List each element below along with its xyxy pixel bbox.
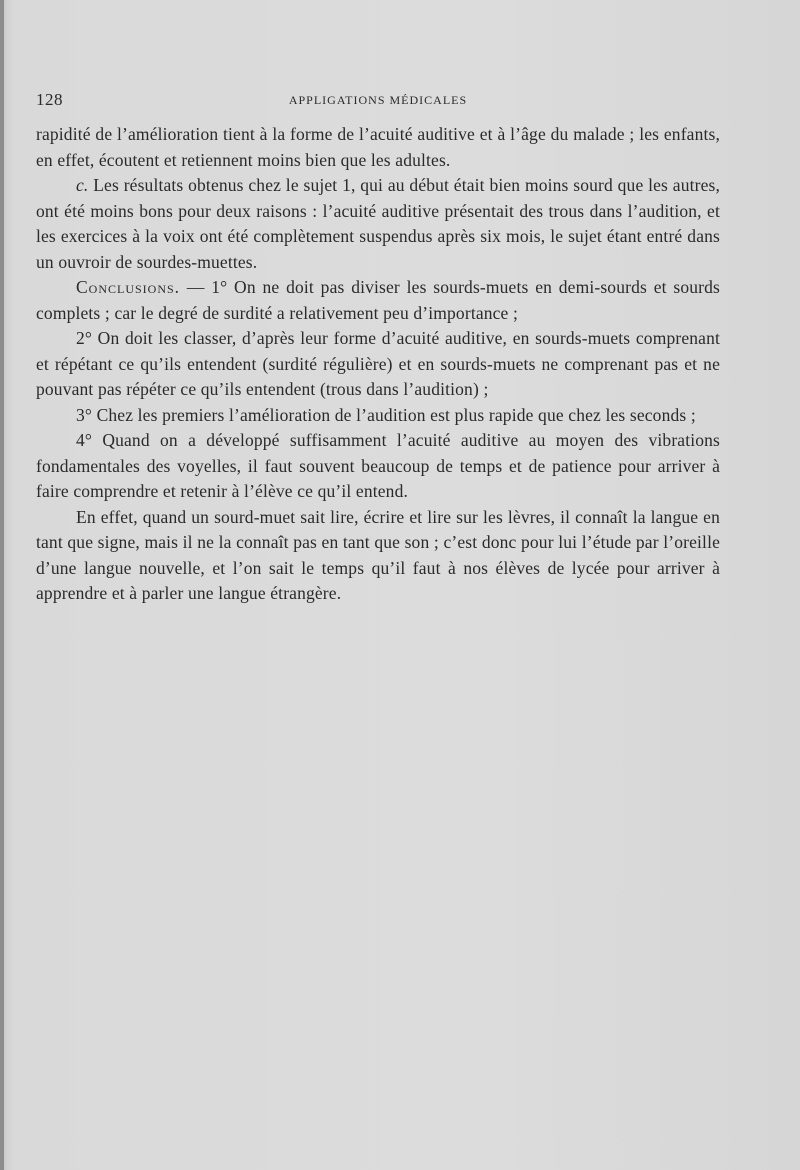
page-header [36,90,720,114]
body-text [36,122,720,607]
paragraph-2-text: Les résultats obtenus chez le sujet 1, qui au début était bien moins sourd que les autres, ont été moins bons pour deux raisons : l’acuité auditive présentait des trous dans l’audition, et les exercices à la voix ont été complètement suspendus après six mois, le sujet étant entré dans un ouvroir de sourdes-muettes. [36,175,720,272]
paragraph-1: rapidité de l’amélioration tient à la forme de l’acuité auditive et à l’âge du malade ; les enfants, en effet, écoutent et retiennent moins bien que les adultes. [36,124,720,170]
conclusions-label: Conclusions. [76,277,181,297]
paragraph-6: 4° Quand on a développé suffisamment l’acuité auditive au moyen des vibrations fondamentales des voyelles, il faut souvent beaucoup de temps et de patience pour arriver à faire comprendre et retenir à l’élève ce qu’il entend. [36,430,720,501]
running-head: APPLIGATIONS MÉDICALES [288,93,468,107]
conclusions-text: — 1° On ne doit pas diviser les sourds-muets en demi-sourds et sourds complets ; car le degré de surdité a relativement peu d’importance ; [36,277,720,323]
page-number: 128 [36,90,63,109]
paragraph-conclusions [36,275,720,326]
paragraph-2 [36,173,720,275]
page-binding-edge [0,0,4,1170]
paragraph-2-label: c. [76,175,89,195]
paragraph-5: 3° Chez les premiers l’amélioration de l’audition est plus rapide que chez les seconds ; [76,404,696,425]
paragraph-7: En effet, quand un sourd-muet sait lire, écrire et lire sur les lèvres, il connaît la langue en tant que signe, mais il ne la connaît pas en tant que son ; c’est donc pour lui l’étude par l’oreille d’une langue nouvelle, et l’on sait le temps qu’il faut à nos élèves de lycée pour arriver à apprendre et à parler une langue étrangère. [36,506,720,603]
paragraph-4: 2° On doit les classer, d’après leur forme d’acuité auditive, en sourds-muets comprenant et répétant ce qu’ils entendent (surdité régulière) et en sourds-muets ne comprenant pas et ne pouvant pas répéter ce qu’ils entendent (trous dans l’audition) ; [36,328,720,399]
